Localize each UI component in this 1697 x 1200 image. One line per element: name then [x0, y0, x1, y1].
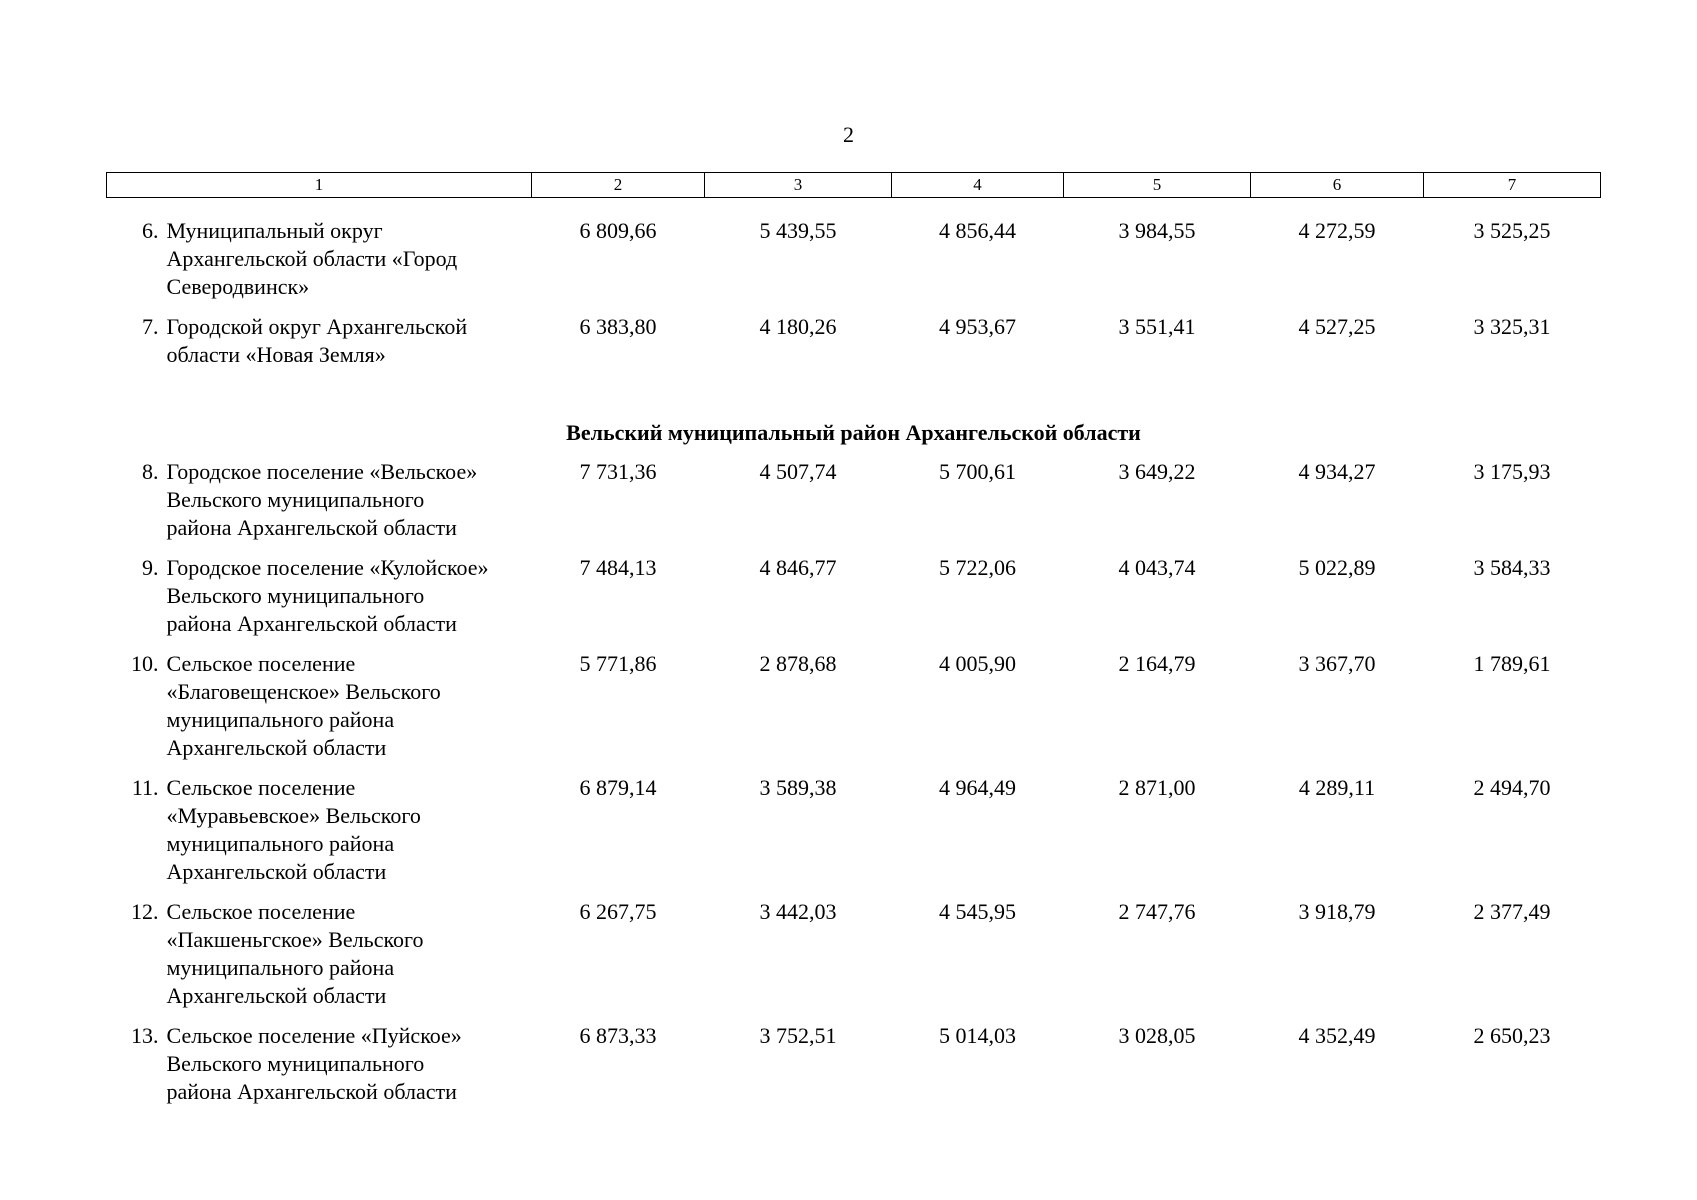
row-value-col-7: 2 650,23	[1473, 1023, 1551, 1048]
row-value-col-4: 4 964,49	[939, 775, 1016, 800]
header-col-4: 4	[892, 173, 1064, 198]
row-value-col-2: 6 383,80	[579, 314, 657, 339]
table-row	[107, 217, 1601, 313]
row-value-col-2: 5 771,86	[579, 651, 657, 676]
row-name-cell	[107, 774, 532, 898]
table-row	[107, 1022, 1601, 1118]
page-number: 2	[843, 122, 854, 147]
row-value-col-6: 3 367,70	[1298, 651, 1376, 676]
row-value-col-2: 7 731,36	[579, 459, 657, 484]
row-value-col-5: 3 649,22	[1118, 459, 1196, 484]
row-value-col-4: 5 014,03	[939, 1023, 1016, 1048]
row-value-col-7: 2 377,49	[1473, 899, 1551, 924]
row-name: Сельское поселение «Пуйское» Вельского муниципального района Архангельской области	[166, 1023, 462, 1104]
row-value-col-3: 4 846,77	[759, 555, 837, 580]
section-row	[107, 381, 1601, 458]
row-value-col-5: 3 984,55	[1118, 218, 1196, 243]
row-value-col-6: 4 352,49	[1298, 1023, 1376, 1048]
row-value-col-3: 3 589,38	[759, 775, 837, 800]
row-name-cell	[107, 898, 532, 1022]
row-name: Сельское поселение «Пакшеньгское» Вельского муниципального района Архангельской области	[166, 899, 424, 1008]
row-name: Городское поселение «Кулойское» Вельского муниципального района Архангельской области	[166, 555, 489, 636]
header-col-7: 7	[1424, 173, 1601, 198]
row-value-col-5: 3 551,41	[1118, 314, 1196, 339]
row-value-col-7: 3 525,25	[1473, 218, 1551, 243]
row-name: Муниципальный округ Архангельской области «Город Северодвинск»	[166, 218, 458, 299]
row-value-col-5: 2 747,76	[1118, 899, 1196, 924]
row-value-col-3: 4 507,74	[759, 459, 837, 484]
row-value-col-6: 4 289,11	[1298, 775, 1376, 800]
header-col-5: 5	[1064, 173, 1251, 198]
row-name-cell	[107, 650, 532, 774]
row-value-col-2: 6 809,66	[579, 218, 657, 243]
table-header	[107, 173, 1601, 198]
row-value-col-2: 7 484,13	[579, 555, 657, 580]
table-body	[107, 198, 1601, 1119]
header-col-3: 3	[705, 173, 892, 198]
row-value-col-5: 2 871,00	[1118, 775, 1196, 800]
row-number: 10.	[131, 651, 159, 676]
row-value-col-4: 4 545,95	[939, 899, 1016, 924]
row-value-col-3: 5 439,55	[759, 218, 837, 243]
row-value-col-2: 6 267,75	[579, 899, 657, 924]
row-number: 12.	[131, 899, 159, 924]
row-value-col-4: 5 700,61	[939, 459, 1016, 484]
row-value-col-6: 4 934,27	[1298, 459, 1376, 484]
row-value-col-6: 5 022,89	[1298, 555, 1376, 580]
header-col-1: 1	[107, 173, 532, 198]
row-number: 9.	[142, 555, 159, 580]
row-value-col-5: 2 164,79	[1118, 651, 1196, 676]
row-number: 7.	[142, 314, 159, 339]
table-row	[107, 458, 1601, 554]
row-name-cell	[107, 217, 532, 313]
row-value-col-6: 3 918,79	[1298, 899, 1376, 924]
header-col-2: 2	[532, 173, 705, 198]
header-col-6: 6	[1251, 173, 1424, 198]
row-value-col-6: 4 272,59	[1298, 218, 1376, 243]
row-value-col-4: 5 722,06	[939, 555, 1016, 580]
table-row	[107, 313, 1601, 381]
row-name-cell	[107, 554, 532, 650]
table-row	[107, 774, 1601, 898]
row-value-col-7: 1 789,61	[1473, 651, 1551, 676]
row-number: 6.	[142, 218, 159, 243]
row-name: Сельское поселение «Муравьевское» Вельского муниципального района Архангельской области	[166, 775, 421, 884]
row-value-col-4: 4 005,90	[939, 651, 1016, 676]
row-value-col-5: 4 043,74	[1118, 555, 1196, 580]
row-value-col-2: 6 879,14	[579, 775, 657, 800]
row-value-col-7: 3 175,93	[1473, 459, 1551, 484]
data-table	[106, 172, 1601, 1118]
row-number: 13.	[131, 1023, 159, 1048]
row-name: Сельское поселение «Благовещенское» Вельского муниципального района Архангельской области	[166, 651, 441, 760]
row-value-col-3: 3 752,51	[759, 1023, 837, 1048]
section-title: Вельский муниципальный район Архангельской области	[566, 420, 1141, 445]
row-number: 11.	[131, 775, 159, 800]
row-value-col-3: 2 878,68	[759, 651, 837, 676]
row-name-cell	[107, 1022, 532, 1118]
header-row	[107, 173, 1601, 198]
row-value-col-4: 4 953,67	[939, 314, 1016, 339]
row-value-col-3: 3 442,03	[759, 899, 837, 924]
row-value-col-6: 4 527,25	[1298, 314, 1376, 339]
row-name-cell	[107, 313, 532, 381]
row-name: Городское поселение «Вельское» Вельского муниципального района Архангельской области	[166, 459, 478, 540]
row-value-col-7: 2 494,70	[1473, 775, 1551, 800]
table-row	[107, 554, 1601, 650]
table-row	[107, 898, 1601, 1022]
spacer-row	[107, 198, 1601, 218]
row-value-col-5: 3 028,05	[1118, 1023, 1196, 1048]
row-value-col-3: 4 180,26	[759, 314, 837, 339]
table-row	[107, 650, 1601, 774]
row-value-col-4: 4 856,44	[939, 218, 1016, 243]
row-name-cell	[107, 458, 532, 554]
row-value-col-7: 3 325,31	[1473, 314, 1551, 339]
row-name: Городской округ Архангельской области «Новая Земля»	[166, 314, 468, 367]
row-value-col-2: 6 873,33	[579, 1023, 657, 1048]
row-value-col-7: 3 584,33	[1473, 555, 1551, 580]
row-number: 8.	[142, 459, 159, 484]
